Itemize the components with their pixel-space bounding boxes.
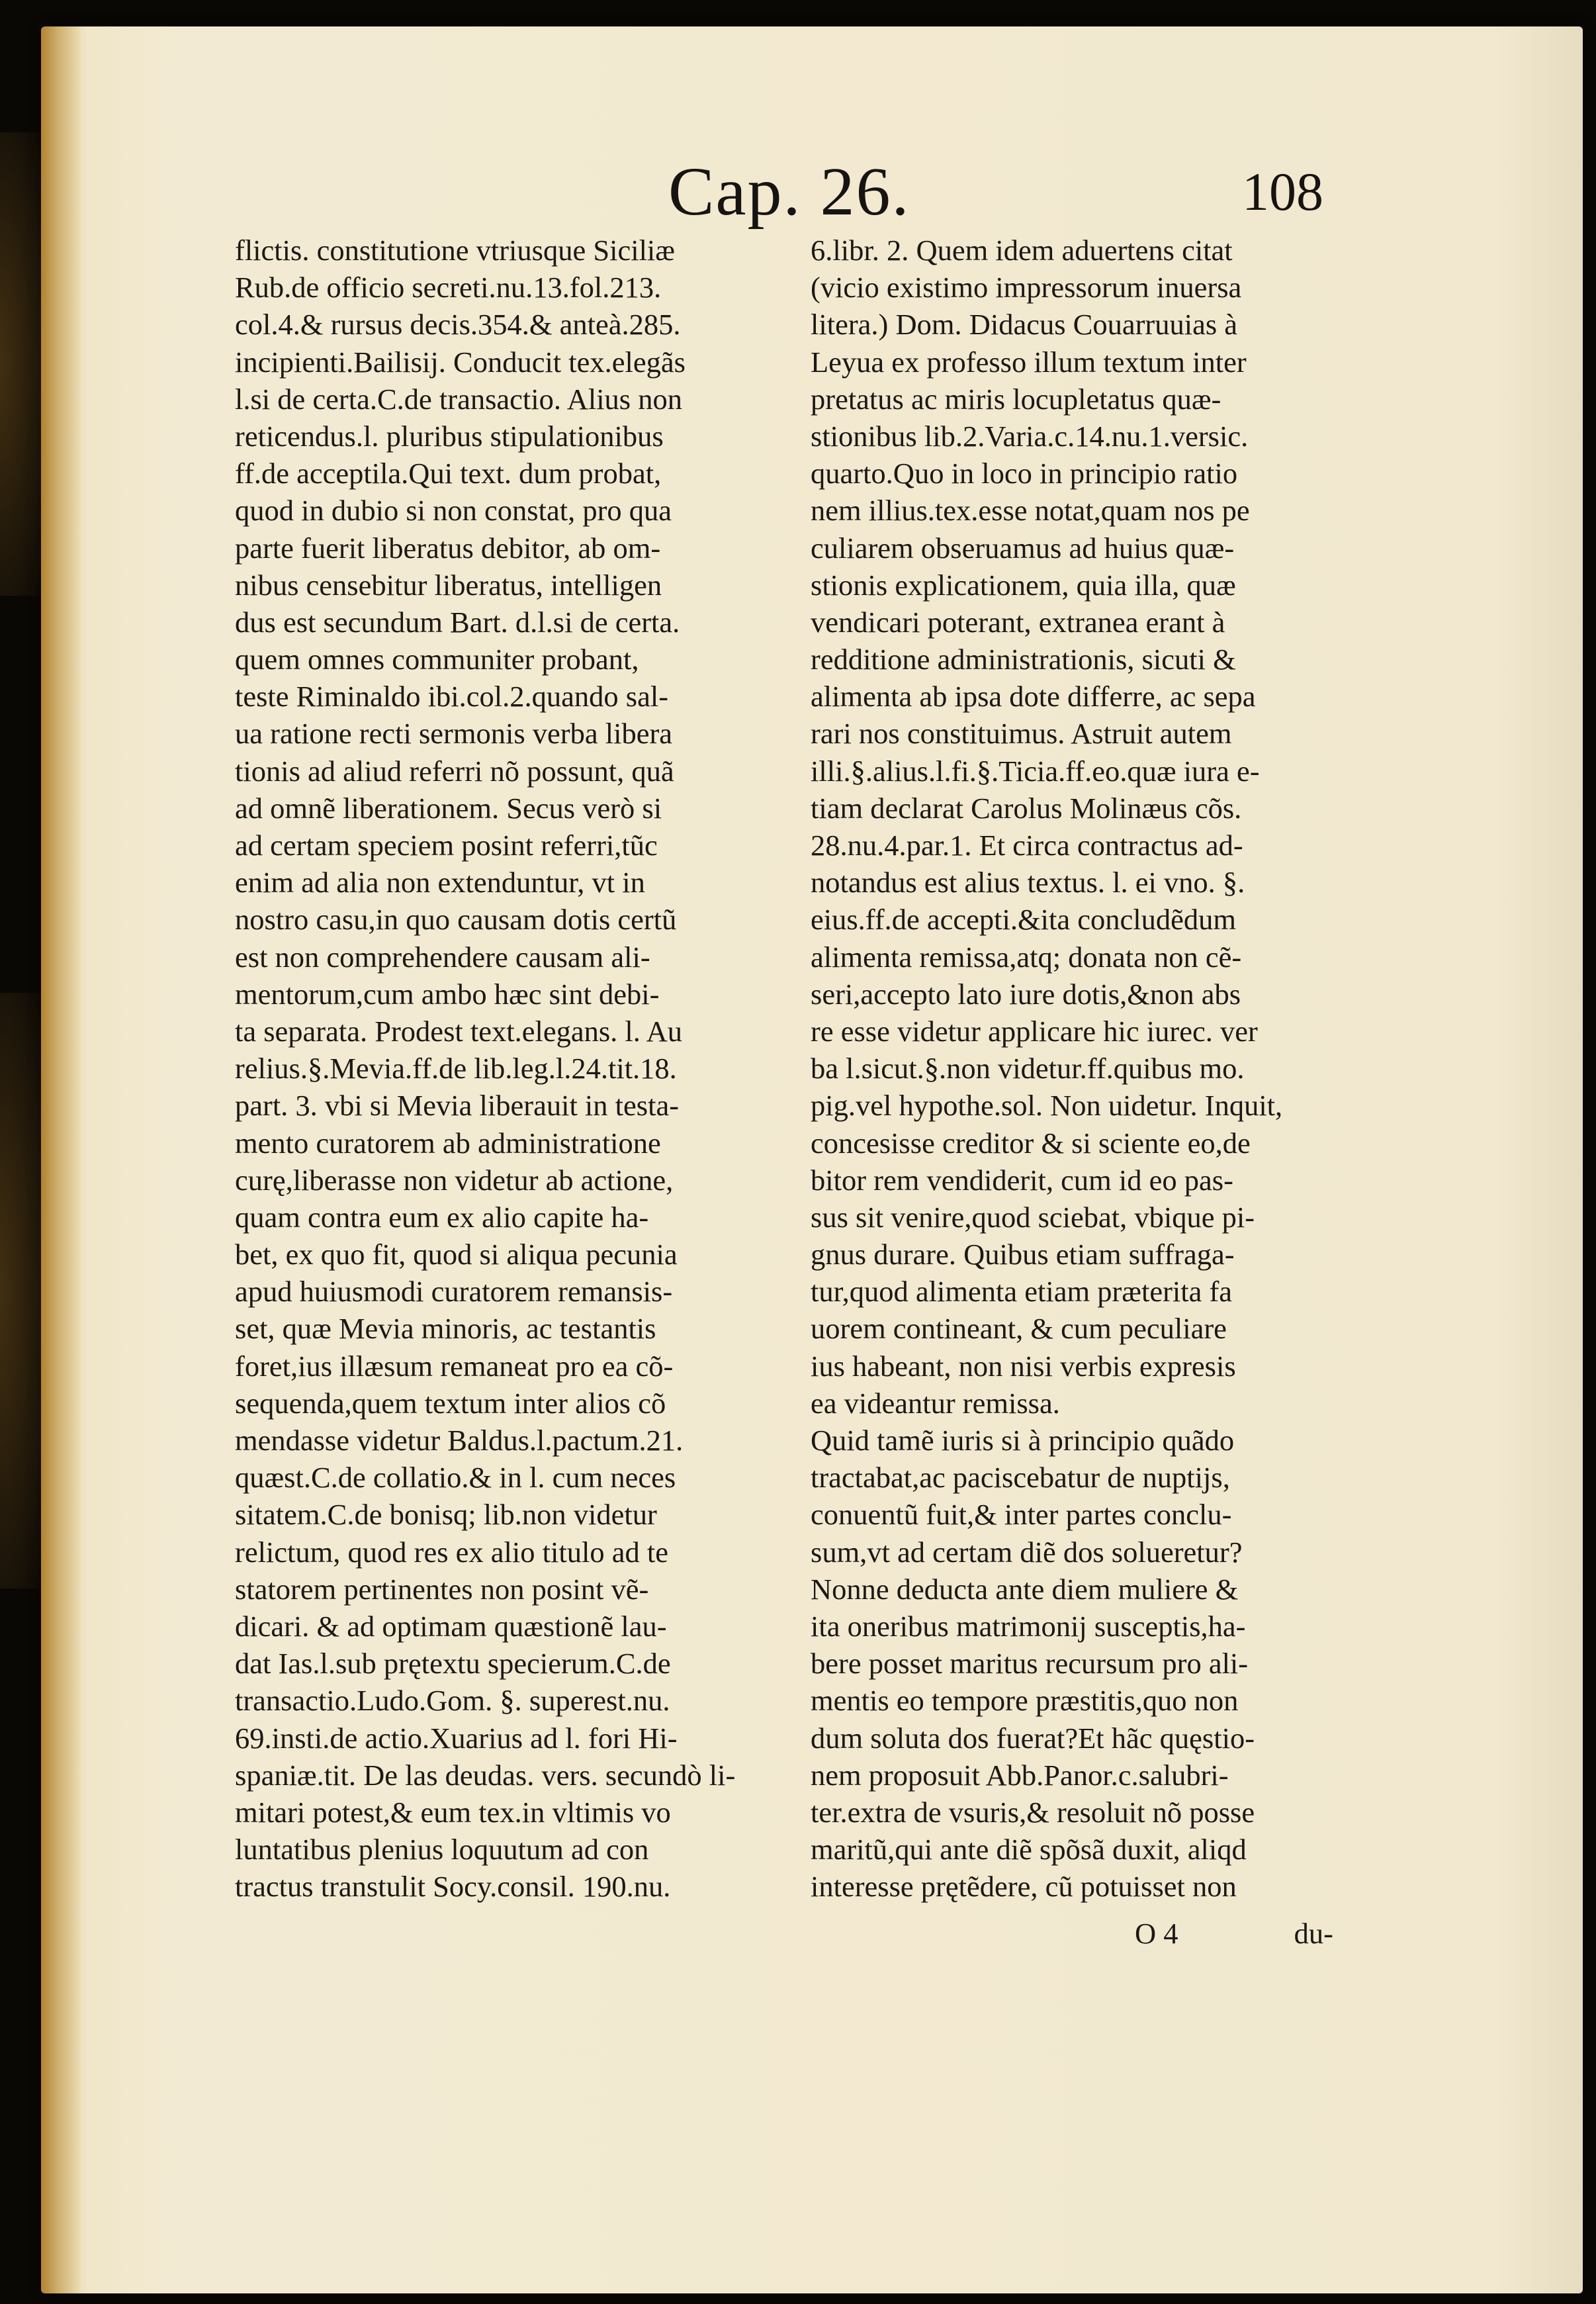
text-line: bere posset maritus recursum pro ali- (811, 1647, 1249, 1681)
text-line: ter.extra de vsuris,& resoluit nõ posse (811, 1795, 1255, 1829)
running-head (662, 149, 1323, 235)
text-line: dicari. & ad optimam quæstionẽ lau- (235, 1609, 667, 1643)
left-text-column (235, 232, 758, 1905)
text-line: bitor rem vendiderit, cum id eo pas- (811, 1163, 1233, 1197)
signature-mark: O 4 (1135, 1917, 1178, 1950)
text-line: ta separata. Prodest text.elegans. l. Au (235, 1014, 682, 1048)
text-line: 28.nu.4.par.1. Et circa contractus ad- (811, 829, 1243, 862)
text-line: quarto.Quo in loco in principio ratio (811, 457, 1238, 490)
text-line: mentis eo tempore præstitis,quo non (811, 1684, 1239, 1718)
text-line: sus sit venire,quod sciebat, vbique pi- (811, 1200, 1255, 1234)
text-line: quod in dubio si non constat, pro qua (235, 494, 672, 528)
text-line: Rub.de officio secreti.nu.13.fol.213. (235, 271, 662, 304)
text-line: eius.ff.de accepti.&ita concludẽdum (811, 903, 1236, 937)
page-footer (811, 1916, 1333, 1956)
text-line: ius habeant, non nisi verbis expresis (811, 1349, 1236, 1383)
text-line: maritũ,qui ante diẽ spõsã duxit, aliqd (811, 1833, 1247, 1866)
text-line: flictis. constitutione vtriusque Siciliæ (235, 234, 675, 267)
text-line: ba l.sicut.§.non videtur.ff.quibus mo. (811, 1052, 1245, 1085)
text-line: parte fuerit liberatus debitor, ab om- (235, 531, 661, 565)
text-line: nostro casu,in quo causam dotis certũ (235, 903, 677, 937)
text-line: rari nos constituimus. Astruit autem (811, 717, 1232, 751)
text-line: relius.§.Mevia.ff.de lib.leg.l.24.tit.18. (235, 1052, 677, 1085)
text-line: dus est secundum Bart. d.l.si de certa. (235, 605, 680, 639)
text-line: col.4.& rursus decis.354.& anteà.285. (235, 308, 681, 342)
text-line: sequenda,quem textum inter alios cõ (235, 1386, 666, 1420)
text-line: tur,quod alimenta etiam præterita fa (811, 1275, 1233, 1309)
text-line: set, quæ Mevia minoris, ac testantis (235, 1312, 656, 1346)
text-line: quæst.C.de collatio.& in l. cum neces (235, 1461, 676, 1495)
text-line: dat Ias.l.sub prętextu specierum.C.de (235, 1647, 671, 1681)
text-line: vendicari poterant, extranea erant à (811, 605, 1225, 639)
catchword: du- (1294, 1917, 1333, 1950)
text-line: dum soluta dos fuerat?Et hãc quęstio- (811, 1721, 1255, 1755)
text-line: re esse videtur applicare hic iurec. ver (811, 1014, 1258, 1048)
text-line: illi.§.alius.l.fi.§.Ticia.ff.eo.quæ iura e- (811, 754, 1260, 788)
text-line: (vicio existimo impressorum inuersa (811, 271, 1242, 304)
text-line: Nonne deducta ante diem muliere & (811, 1572, 1239, 1606)
page-stain-lower (0, 993, 46, 1589)
text-line: relictum, quod res ex alio titulo ad te (235, 1535, 668, 1569)
text-line: 69.insti.de actio.Xuarius ad l. fori Hi- (235, 1721, 678, 1755)
text-line: bet, ex quo fit, quod si aliqua pecunia (235, 1238, 678, 1271)
text-line: ad omnẽ liberationem. Secus verò si (235, 791, 662, 825)
text-line: mitari potest,& eum tex.in vltimis vo (235, 1795, 671, 1829)
text-line: sum,vt ad certam diẽ dos solueretur? (811, 1535, 1243, 1569)
text-line: nem illius.tex.esse notat,quam nos pe (811, 494, 1250, 528)
text-line: 6.libr. 2. Quem idem aduertens citat (811, 234, 1233, 267)
page-gutter-shadow (41, 26, 81, 2293)
text-line: part. 3. vbi si Mevia liberauit in testa- (235, 1089, 680, 1123)
text-line: Quid tamẽ iuris si à principio quãdo (811, 1424, 1235, 1457)
text-line: conuentũ fuit,& inter partes conclu- (811, 1498, 1232, 1532)
text-line: nem proposuit Abb.Panor.c.salubri- (811, 1758, 1229, 1792)
text-line: redditione administrationis, sicuti & (811, 643, 1236, 676)
text-line: reticendus.l. pluribus stipulationibus (235, 419, 664, 453)
text-line: transactio.Ludo.Gom. §. superest.nu. (235, 1684, 670, 1718)
text-line: alimenta remissa,atq; donata non cẽ- (811, 940, 1242, 974)
text-line: alimenta ab ipsa dote differre, ac sepa (811, 680, 1256, 714)
text-line: litera.) Dom. Didacus Couarruuias à (811, 308, 1238, 342)
text-line: mendasse videtur Baldus.l.pactum.21. (235, 1424, 684, 1457)
text-line: tiam declarat Carolus Molinæus cõs. (811, 791, 1242, 825)
text-line: enim ad alia non extenduntur, vt in (235, 866, 645, 899)
page-stain-upper (0, 132, 46, 596)
text-line: tionis ad aliud referri nõ possunt, quã (235, 754, 674, 788)
text-line: curę,liberasse non videtur ab actione, (235, 1163, 674, 1197)
text-line: culiarem obseruamus ad huius quæ- (811, 531, 1235, 565)
text-line: concesisse creditor & si sciente eo,de (811, 1126, 1251, 1160)
text-line: uorem contineant, & cum peculiare (811, 1312, 1227, 1346)
text-line: stionis explicationem, quia illa, quæ (811, 568, 1236, 602)
text-line: mento curatorem ab administratione (235, 1126, 661, 1160)
text-line: l.si de certa.C.de transactio. Alius non (235, 382, 682, 416)
text-line: sitatem.C.de bonisq; lib.non videtur (235, 1498, 657, 1532)
text-line: stionibus lib.2.Varia.c.14.nu.1.versic. (811, 419, 1249, 453)
text-line: mentorum,cum ambo hæc sint debi- (235, 977, 660, 1011)
text-line: interesse prętẽdere, cũ potuisset non (811, 1870, 1237, 1904)
text-line: luntatibus plenius loquutum ad con (235, 1833, 649, 1866)
text-line: tractabat,ac paciscebatur de nuptijs, (811, 1461, 1230, 1495)
text-line: pretatus ac miris locupletatus quæ- (811, 382, 1221, 416)
text-line: seri,accepto lato iure dotis,&non abs (811, 977, 1241, 1011)
chapter-heading: Cap. 26. (668, 154, 910, 230)
text-line: quem omnes communiter probant, (235, 643, 639, 676)
text-line: ua ratione recti sermonis verba libera (235, 717, 673, 751)
text-line: statorem pertinentes non posint vẽ- (235, 1572, 649, 1606)
text-line: pig.vel hypothe.sol. Non uidetur. Inquit, (811, 1089, 1283, 1123)
text-line: ff.de acceptila.Qui text. dum probat, (235, 457, 662, 490)
text-line: notandus est alius textus. l. ei vno. §. (811, 866, 1245, 899)
text-line: gnus durare. Quibus etiam suffraga- (811, 1238, 1235, 1271)
text-line: spaniæ.tit. De las deudas. vers. secundò li- (235, 1758, 736, 1792)
text-line: nibus censebitur liberatus, intelligen (235, 568, 662, 602)
text-line: Leyua ex professo illum textum inter (811, 345, 1247, 379)
text-line: ita oneribus matrimonij susceptis,ha- (811, 1609, 1246, 1643)
text-line: est non comprehendere causam ali- (235, 940, 650, 974)
text-line: ea videantur remissa. (811, 1386, 1060, 1420)
right-text-column (811, 232, 1333, 1905)
text-line: teste Riminaldo ibi.col.2.quando sal- (235, 680, 669, 714)
text-line: tractus transtulit Socy.consil. 190.nu. (235, 1870, 671, 1904)
text-line: quam contra eum ex alio capite ha- (235, 1200, 649, 1234)
folio-number: 108 (1242, 161, 1323, 222)
text-line: apud huiusmodi curatorem remansis- (235, 1275, 673, 1309)
text-line: incipienti.Bailisij. Conducit tex.elegãs (235, 345, 686, 379)
text-line: ad certam speciem posint referri,tũc (235, 829, 658, 862)
text-line: foret,ius illæsum remaneat pro ea cõ- (235, 1349, 674, 1383)
